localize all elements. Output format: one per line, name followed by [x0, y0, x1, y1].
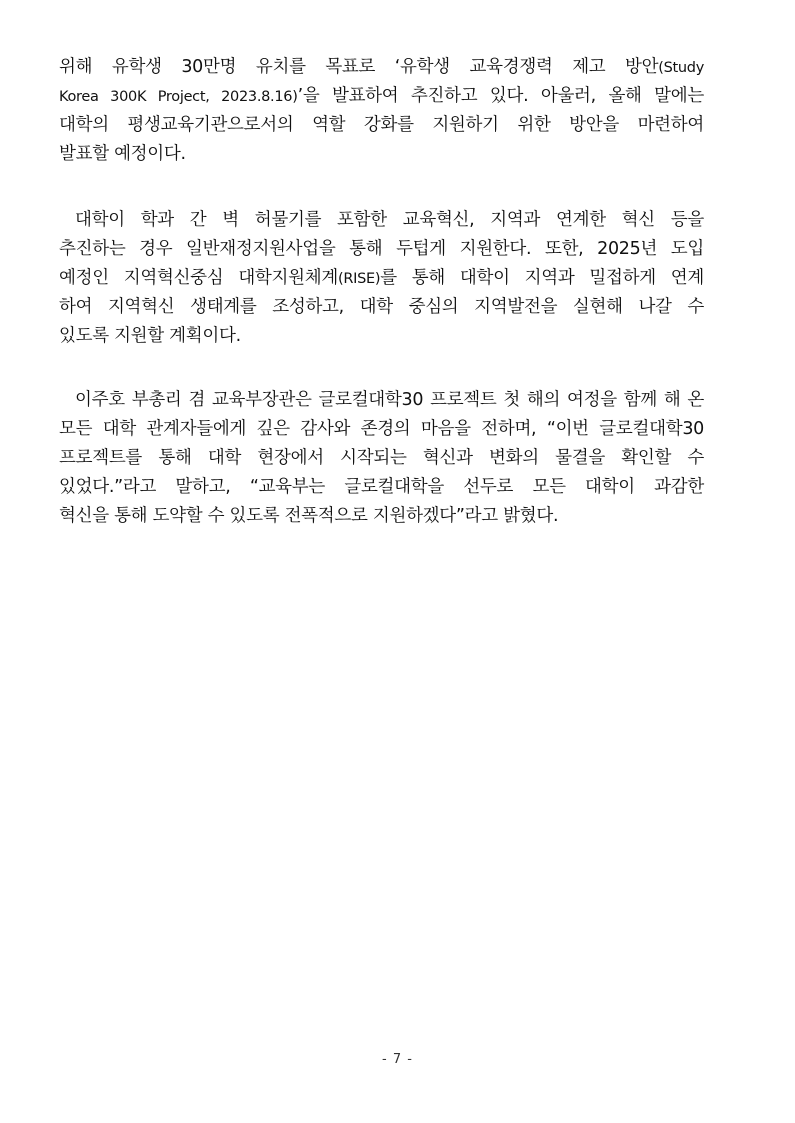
paragraph-1	[59, 53, 704, 169]
paragraph-3	[59, 386, 704, 531]
text-line: 대학이 학과 간 벽 허물기를 포함한 교육혁신, 지역과 연계한 혁신 등을	[75, 210, 704, 230]
text-line: 혁신을 통해 도약할 수 있도록 전폭적으로 지원하겠다”라고 밝혔다.	[59, 506, 559, 526]
text-line: 프로젝트를 통해 대학 현장에서 시작되는 혁신과 변화의 물결을 확인할 수	[59, 448, 704, 468]
text-line: Korea 300K Project, 2023.8.16)’을 발표하여 추진하고 있다. 아울러, 올해 말에는	[59, 86, 704, 106]
text-line: 발표할 예정이다.	[59, 144, 186, 164]
text-line: 하여 지역혁신 생태계를 조성하고, 대학 중심의 지역발전을 실현해 나갈 수	[59, 297, 704, 317]
text-line: 추진하는 경우 일반재정지원사업을 통해 두텁게 지원한다. 또한, 2025년 도입	[59, 239, 704, 259]
page-number: - 7 -	[382, 1052, 413, 1067]
text-line: 위해 유학생 30만명 유치를 목표로 ‘유학생 교육경쟁력 제고 방안(Study	[59, 57, 704, 77]
paragraph-2	[59, 206, 704, 351]
text-line: 이주호 부총리 겸 교육부장관은 글로컬대학30 프로젝트 첫 해의 여정을 함께 해 온	[75, 390, 704, 410]
text-line: 대학의 평생교육기관으로서의 역할 강화를 지원하기 위한 방안을 마련하여	[59, 115, 704, 135]
text-line: 모든 대학 관계자들에게 깊은 감사와 존경의 마음을 전하며, “이번 글로컬대학30	[59, 419, 704, 439]
text-line: 있었다.”라고 말하고, “교육부는 글로컬대학을 선두로 모든 대학이 과감한	[59, 477, 704, 497]
text-line: 있도록 지원할 계획이다.	[59, 326, 241, 346]
text-line: 예정인 지역혁신중심 대학지원체계(RISE)를 통해 대학이 지역과 밀접하게 연계	[59, 268, 704, 288]
